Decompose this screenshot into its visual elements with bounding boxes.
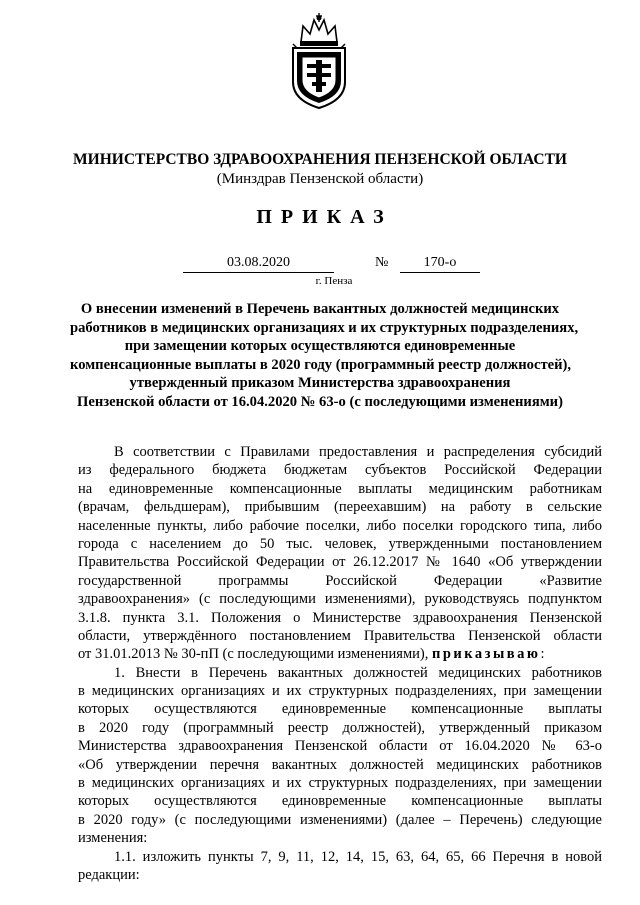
- order-number: 170-о: [400, 254, 480, 273]
- title-line: при замещении которых осуществляются единовременные: [124, 338, 516, 355]
- body-line: на единовременные компенсационные выплаты медицинским работникам: [78, 480, 602, 497]
- order-word: приказываю: [431, 646, 541, 663]
- body-line: в медицинских организациях и их структурных подразделениях, при замещении: [78, 683, 602, 700]
- body-line: 3.1.8. пункта 3.1. Положения о Министерстве здравоохранения Пензенской: [78, 609, 602, 626]
- order-body: [78, 443, 602, 884]
- body-line: населенные пункты, либо рабочие поселки, либо поселки городского типа, либо: [78, 517, 602, 534]
- body-line-order: [78, 645, 602, 663]
- title-line: утвержденный приказом Министерства здравоохранения: [129, 375, 511, 392]
- body-line: здравоохранения» (с последующими изменениями), руководствуясь подпунктом: [78, 591, 602, 608]
- title-line: Пензенской области от 16.04.2020 № 63-о (с последующими изменениями): [77, 393, 563, 410]
- body-line: Министерства здравоохранения Пензенской области от 16.04.2020 № 63-о: [78, 738, 602, 755]
- document-type: ПРИКАЗ: [256, 206, 393, 228]
- body-line: города с населением до 50 тыс. человек, утвержденными постановлением: [78, 535, 602, 552]
- coat-of-arms-icon: [283, 12, 355, 110]
- body-line: в 2020 году» (с последующими изменениями) (далее – Перечень) следующие: [78, 811, 602, 828]
- title-line: работников в медицинских организациях и их структурных подразделениях,: [70, 319, 579, 336]
- body-line: которых осуществляются единовременные компенсационные выплаты: [78, 793, 602, 810]
- ministry-name: МИНИСТЕРСТВО ЗДРАВООХРАНЕНИЯ ПЕНЗЕНСКОЙ ОБЛАСТИ: [73, 151, 567, 168]
- body-line: (врачам, фельдшерам), прибывшим (переехавшим) на работу в сельские: [78, 499, 602, 516]
- order-title: [70, 300, 579, 412]
- order-colon: :: [540, 646, 545, 663]
- order-date: 03.08.2020: [183, 254, 334, 273]
- body-line: 1.1. изложить пункты 7, 9, 11, 12, 14, 15, 63, 64, 65, 66 Перечня в новой: [114, 848, 602, 865]
- title-line: О внесении изменений в Перечень вакантных должностей медицинских: [80, 301, 560, 317]
- body-line: из федерального бюджета бюджетам субъектов Российской Федерации: [78, 462, 602, 479]
- body-line: в медицинских организациях и их структурных подразделениях, при замещении: [78, 775, 602, 792]
- body-line: 1. Внести в Перечень вакантных должностей медицинских работников: [114, 664, 602, 681]
- title-line: компенсационные выплаты в 2020 году (программный реестр должностей),: [70, 356, 572, 373]
- body-line: В соответствии с Правилами предоставления и распределения субсидий: [114, 444, 602, 460]
- body-line: Правительства Российской Федерации от 26.12.2017 № 1640 «Об утверждении: [78, 554, 602, 571]
- number-sign: №: [375, 255, 389, 270]
- body-line: области, утверждённого постановлением Правительства Пензенской области: [78, 627, 602, 644]
- body-line-text: от 31.01.2013 № 30-пП (с последующими изменениями),: [78, 646, 429, 663]
- city: г. Пенза: [315, 275, 353, 287]
- body-line: изменения:: [78, 830, 148, 847]
- body-line: «Об утверждении перечня вакантных должностей медицинских работников: [78, 756, 602, 773]
- body-line: государственной программы Российской Федерации «Развитие: [78, 572, 602, 589]
- body-line: редакции:: [78, 866, 140, 883]
- body-line: в 2020 году (программный реестр должностей), утвержденный приказом: [78, 719, 602, 736]
- body-line: которых осуществляются единовременные компенсационные выплаты: [78, 701, 602, 718]
- ministry-short-name: (Минздрав Пензенской области): [216, 171, 424, 187]
